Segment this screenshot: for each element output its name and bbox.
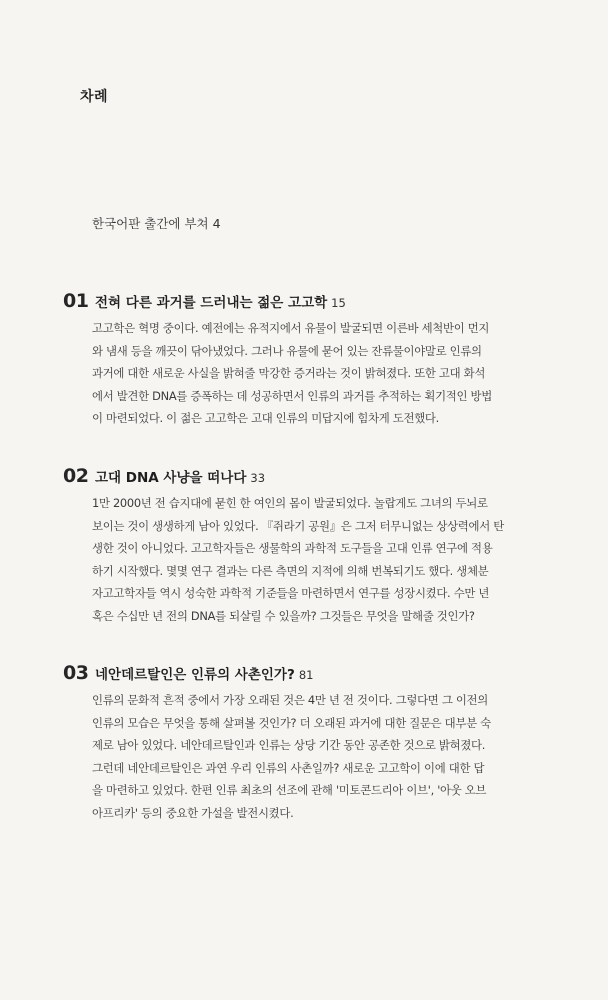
summary-line: 혹은 수십만 년 전의 DNA를 되살릴 수 있을까? 그것들은 무엇을 말해줄 것인가? bbox=[92, 608, 475, 623]
summary-line: 보이는 것이 생생하게 남아 있었다. 『쥐라기 공원』은 그저 터무니없는 상상력에서 탄 bbox=[92, 518, 504, 533]
chapter-page: 33 bbox=[250, 471, 266, 485]
chapter-heading bbox=[63, 662, 533, 686]
chapter-title: 고대 DNA 사냥을 떠나다 bbox=[95, 470, 247, 486]
chapter-title: 전혀 다른 과거를 드러내는 젊은 고고학 bbox=[95, 295, 328, 311]
chapter-heading bbox=[63, 465, 533, 489]
summary-line: 와 냄새 등을 깨끗이 닦아냈었다. 그러나 유물에 묻어 있는 잔류물이야말로 인류의 bbox=[92, 343, 482, 358]
summary-line: 인류의 모습은 무엇을 통해 살펴볼 것인가? 더 오래된 과거에 대한 질문은 대부분 숙 bbox=[92, 715, 491, 730]
toc-heading: 차례 bbox=[80, 89, 109, 105]
summary-line: 에서 발견한 DNA를 증폭하는 데 성공하면서 인류의 과거를 추적하는 획기적인 방법 bbox=[92, 388, 492, 403]
summary-line: 과거에 대한 새로운 사실을 밝혀줄 막강한 증거라는 것이 밝혀졌다. 또한 고대 화석 bbox=[92, 366, 486, 380]
summary-line: 이 마련되었다. 이 젊은 고고학은 고대 인류의 미답지에 힘차게 도전했다. bbox=[92, 411, 439, 425]
chapter-heading bbox=[63, 290, 533, 314]
preface-entry: 한국어판 출간에 부쳐 4 bbox=[92, 216, 221, 231]
summary-line: 자고고학자들 역시 성숙한 과학적 기준들을 마련하면서 연구를 성장시켰다. 수만 년 bbox=[92, 586, 490, 600]
chapter-number: 02 bbox=[63, 465, 89, 487]
chapter-01 bbox=[63, 290, 533, 430]
summary-line: 1만 2000년 전 습지대에 묻힌 한 여인의 몸이 발굴되었다. 놀랍게도 그녀의 두뇌로 bbox=[92, 496, 488, 510]
chapter-page: 81 bbox=[298, 668, 314, 682]
summary-line: 생한 것이 아니었다. 고고학자들은 생물학의 과학적 도구들을 고대 인류 연구에 적용 bbox=[92, 541, 493, 555]
summary-line: 그런데 네안데르탈인은 과연 우리 인류의 사촌일까? 새로운 고고학이 이에 대한 답 bbox=[92, 760, 485, 775]
chapter-page: 15 bbox=[331, 296, 346, 310]
chapter-summary bbox=[92, 317, 533, 430]
summary-line: 하기 시작했다. 몇몇 연구 결과는 다른 측면의 지적에 의해 번복되기도 했다. 생체분 bbox=[92, 563, 489, 578]
summary-line: 을 마련하고 있었다. 한편 인류 최초의 선조에 관해 '미토콘드리아 이브', '아웃 오브 bbox=[92, 783, 487, 797]
summary-line: 제로 남아 있었다. 네안데르탈인과 인류는 상당 기간 동안 공존한 것으로 밝혀졌다. bbox=[92, 738, 486, 752]
chapter-summary bbox=[92, 689, 533, 824]
chapter-number: 03 bbox=[63, 662, 89, 684]
summary-line: 아프리카' 등의 중요한 가설을 발전시켰다. bbox=[92, 805, 294, 820]
chapter-summary bbox=[92, 492, 533, 627]
chapter-02 bbox=[63, 465, 533, 627]
chapter-03 bbox=[63, 662, 533, 824]
chapter-title: 네안데르탈인은 인류의 사촌인가? bbox=[95, 667, 295, 683]
summary-line: 인류의 문화적 흔적 중에서 가장 오래된 것은 4만 년 전 것이다. 그렇다면 그 이전의 bbox=[92, 693, 488, 707]
summary-line: 고고학은 혁명 중이다. 예전에는 유적지에서 유물이 발굴되면 이른바 세척반이 먼지 bbox=[92, 321, 490, 335]
chapter-number: 01 bbox=[63, 290, 89, 312]
